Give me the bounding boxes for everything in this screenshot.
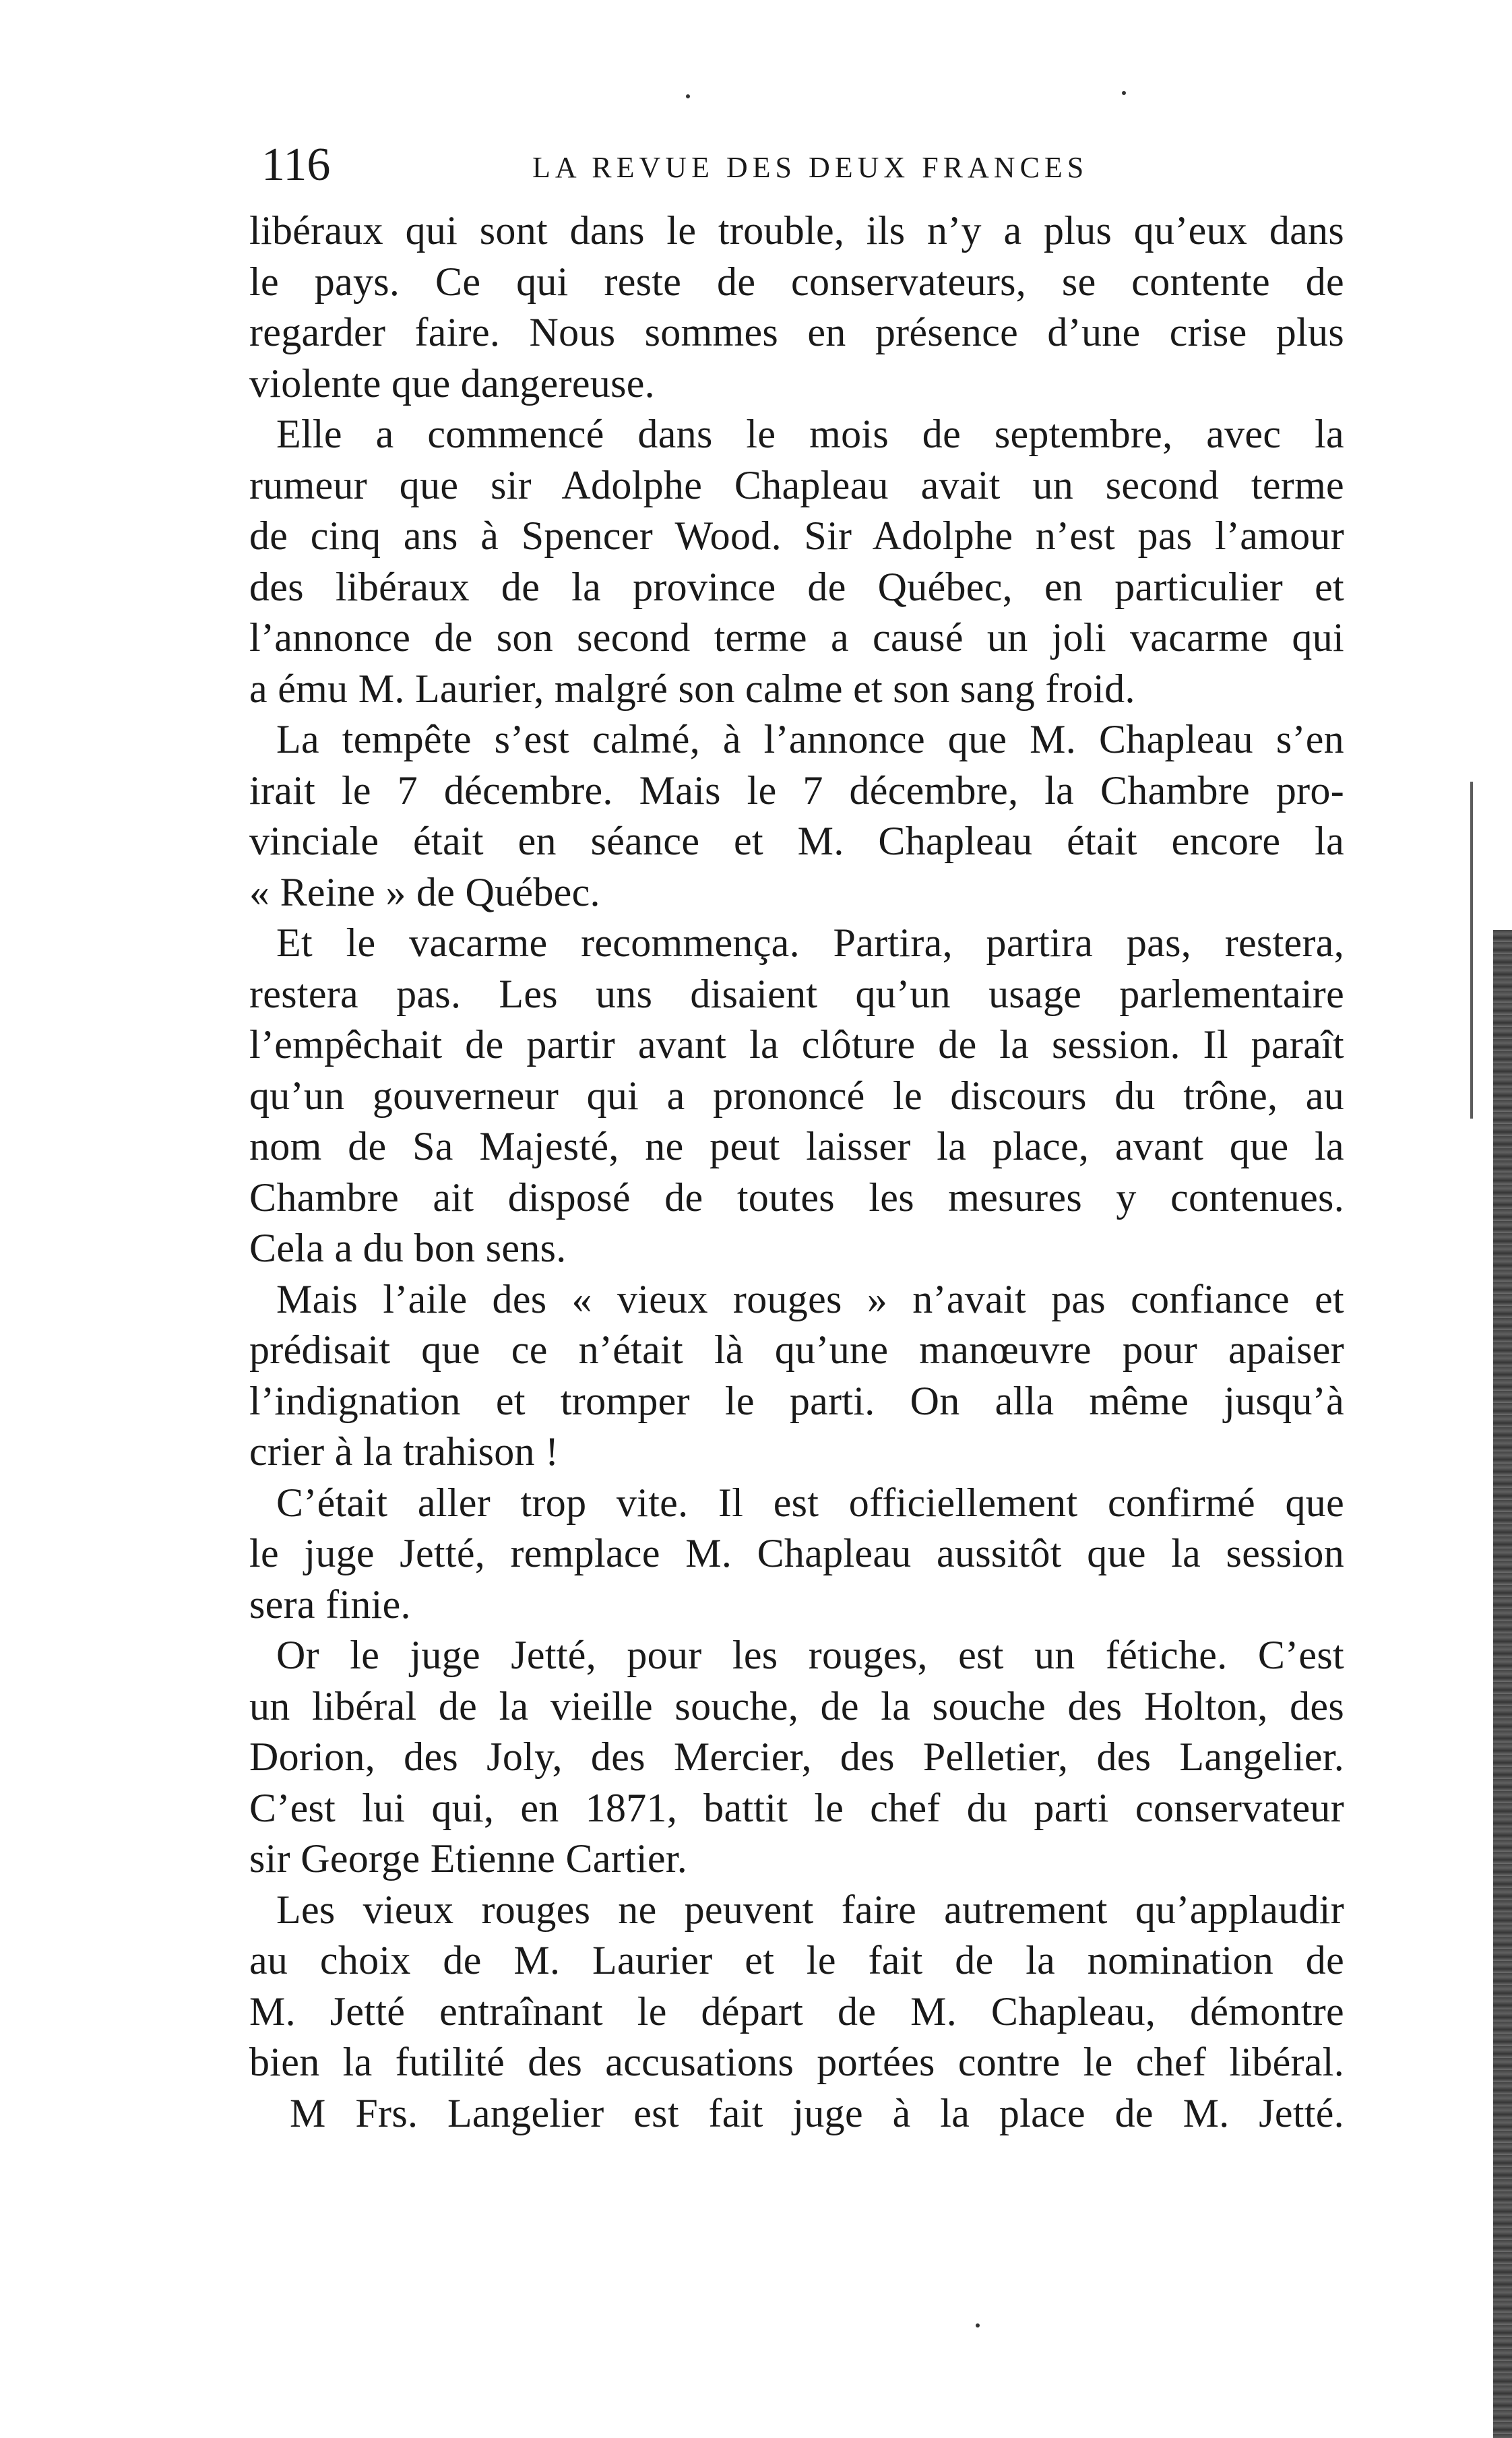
text-line: restera pas. Les uns disaient qu’un usage parlementaire xyxy=(249,971,1344,1016)
page-edge-shadow xyxy=(1493,930,1512,2438)
text-line: M. Jetté entraînant le départ de M. Chapleau, démontre xyxy=(249,1989,1344,2034)
text-line: violente que dangereuse. xyxy=(249,361,655,406)
text-line: a ému M. Laurier, malgré son calme et son sang froid. xyxy=(249,666,1135,711)
paragraph-8 xyxy=(249,1885,1344,2088)
text-line: qu’un gouverneur qui a prononcé le discours du trône, au xyxy=(249,1073,1344,1118)
text-line: Mais l’aile des « vieux rouges » n’avait pas confiance et xyxy=(276,1276,1344,1321)
page-edge-line xyxy=(1470,782,1473,1119)
text-line: de cinq ans à Spencer Wood. Sir Adolphe n’est pas l’amour xyxy=(249,513,1344,558)
text-line: sera finie. xyxy=(249,1582,411,1627)
text-line: Or le juge Jetté, pour les rouges, est un fétiche. C’est xyxy=(276,1633,1344,1677)
paragraph-1 xyxy=(249,206,1344,409)
text-line: au choix de M. Laurier et le fait de la nomination de xyxy=(249,1938,1344,1982)
text-line: libéraux qui sont dans le trouble, ils n’y a plus qu’eux dans xyxy=(249,208,1344,253)
text-line: C’est lui qui, en 1871, battit le chef du parti conservateur xyxy=(249,1785,1344,1830)
text-line: Cela a du bon sens. xyxy=(249,1226,567,1270)
text-line: le pays. Ce qui reste de conservateurs, se contente de xyxy=(249,259,1344,304)
text-line: le juge Jetté, remplace M. Chapleau aussitôt que la session xyxy=(249,1531,1344,1575)
text-line: prédisait que ce n’était là qu’une manœuvre pour apaiser xyxy=(249,1327,1344,1372)
text-line: vinciale était en séance et M. Chapleau était encore la xyxy=(249,819,1344,863)
body-text xyxy=(249,206,1344,2139)
ink-speck xyxy=(976,2323,980,2327)
text-line: l’indignation et tromper le parti. On alla même jusqu’à xyxy=(249,1378,1344,1423)
text-line: nom de Sa Majesté, ne peut laisser la place, avant que la xyxy=(249,1124,1344,1168)
text-line: bien la futilité des accusations portées contre le chef libéral. xyxy=(249,2040,1344,2084)
text-line: rumeur que sir Adolphe Chapleau avait un second terme xyxy=(249,462,1344,507)
paragraph-5 xyxy=(249,1274,1344,1478)
paragraph-4 xyxy=(249,918,1344,1274)
text-line: Elle a commencé dans le mois de septembre, avec la xyxy=(276,412,1344,456)
paragraph-3 xyxy=(249,714,1344,918)
paragraph-6 xyxy=(249,1478,1344,1631)
text-line: M Frs. Langelier est fait juge à la place de M. Jetté. xyxy=(290,2090,1344,2135)
text-line: La tempête s’est calmé, à l’annonce que M. Chapleau s’en xyxy=(276,717,1344,761)
text-line: crier à la trahison ! xyxy=(249,1429,559,1474)
text-line: Et le vacarme recommença. Partira, partira pas, restera, xyxy=(276,920,1344,965)
text-line: Dorion, des Joly, des Mercier, des Pelletier, des Langelier. xyxy=(249,1734,1344,1779)
text-line: l’annonce de son second terme a causé un joli vacarme qui xyxy=(249,615,1344,660)
paragraph-2 xyxy=(249,409,1344,714)
text-line: Les vieux rouges ne peuvent faire autrement qu’applaudir xyxy=(276,1887,1344,1932)
text-line: Chambre ait disposé de toutes les mesures y contenues. xyxy=(249,1175,1344,1220)
text-line: C’était aller trop vite. Il est officiellement confirmé que xyxy=(276,1480,1344,1525)
text-line: sir George Etienne Cartier. xyxy=(249,1836,688,1881)
ink-speck xyxy=(686,94,690,98)
text-line: l’empêchait de partir avant la clôture de la session. Il paraît xyxy=(249,1022,1344,1067)
page-number: 116 xyxy=(261,139,331,191)
running-head xyxy=(0,135,1512,195)
text-line: des libéraux de la province de Québec, en particulier et xyxy=(249,564,1344,609)
running-title: LA REVUE DES DEUX FRANCES xyxy=(532,151,1089,184)
text-line: « Reine » de Québec. xyxy=(249,869,600,914)
text-line: un libéral de la vieille souche, de la souche des Holton, des xyxy=(249,1683,1344,1728)
text-line: regarder faire. Nous sommes en présence d’une crise plus xyxy=(249,310,1344,354)
text-line: irait le 7 décembre. Mais le 7 décembre, la Chambre pro- xyxy=(249,768,1344,813)
paragraph-9 xyxy=(249,2088,1344,2139)
ink-speck xyxy=(1122,91,1126,95)
paragraph-7 xyxy=(249,1630,1344,1885)
